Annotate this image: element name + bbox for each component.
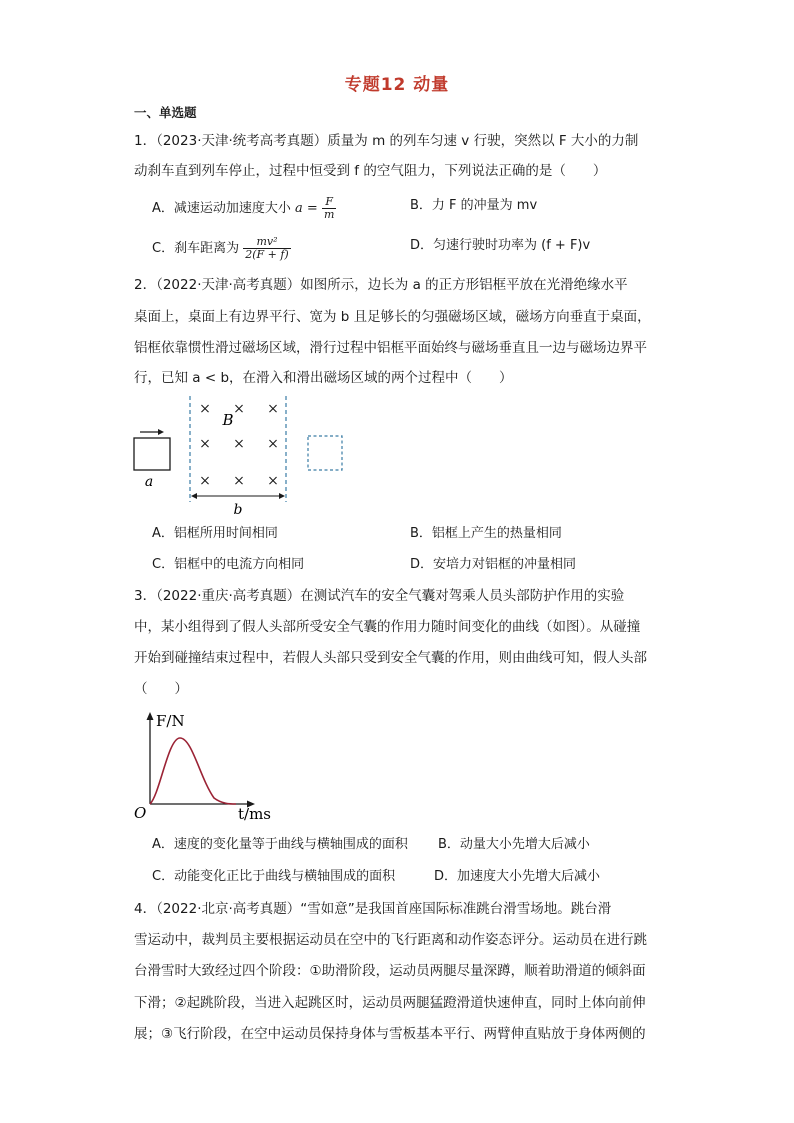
field-cross: × (199, 436, 211, 452)
q1-stem-line-1: 1．（2023·天津·统考高考真题）质量为 m 的列车匀速 v 行驶，突然以 F 大小的力制 (134, 133, 639, 149)
q3-option-a: A．速度的变化量等于曲线与横轴围成的面积 (152, 837, 408, 852)
width-arrowhead-right (279, 493, 285, 499)
field-cross: × (199, 401, 211, 417)
q1-option-a-text: A．减速运动加速度大小 (152, 201, 291, 216)
q2-stem-line-4: 行，已知 a < b，在滑入和滑出磁场区域的两个过程中（ ） (134, 370, 513, 386)
q1-option-a-lhs: a = (295, 201, 318, 216)
y-axis-arrowhead (147, 712, 154, 720)
q3-stem-line-4: （ ） (134, 681, 188, 697)
q2-option-a: A．铝框所用时间相同 (152, 526, 278, 541)
field-cross: × (267, 401, 279, 417)
width-arrowhead-left (191, 493, 197, 499)
field-cross: × (267, 473, 279, 489)
q2-figure-magnetic-field (128, 392, 358, 518)
origin-label: O (134, 804, 147, 822)
q1-option-c-text: C．刹车距离为 (152, 241, 240, 256)
field-cross: × (267, 436, 279, 452)
q1-option-a-denominator: m (323, 208, 335, 221)
q4-stem-line-1: 4．（2022·北京·高考真题）“雪如意”是我国首座国际标准跳台滑雪场地。跳台滑 (134, 901, 612, 917)
q4-stem-line-3: 台滑雪时大致经过四个阶段：①助滑阶段，运动员两腿尽量深蹲，顺着助滑道的倾斜面 (134, 963, 646, 979)
q2-option-d: D．安培力对铝框的冲量相同 (410, 557, 577, 572)
aluminum-frame-dashed (308, 436, 342, 470)
field-cross: × (199, 473, 211, 489)
q1-option-c-denominator: 2(F + f) (245, 248, 289, 261)
field-cross: × (233, 473, 245, 489)
label-b: b (233, 502, 243, 518)
q4-stem-line-5: 展；③飞行阶段，在空中运动员保持身体与雪板基本平行、两臂伸直贴放于身体两侧的 (134, 1026, 646, 1042)
q1-option-a-numerator: F (322, 196, 336, 209)
q1-option-a-fraction (322, 196, 336, 221)
field-cross: × (233, 401, 245, 417)
q3-option-b: B．动量大小先增大后减小 (438, 837, 590, 852)
q2-stem-line-3: 铝框依靠惯性滑过磁场区域，滑行过程中铝框平面始终与磁场垂直且一边与磁场边界平 (134, 340, 647, 356)
q3-stem-line-2: 中，某小组得到了假人头部所受安全气囊的作用力随时间变化的曲线（如图）。从碰撞 (134, 619, 641, 635)
q1-option-c-fraction (243, 236, 291, 261)
q3-option-d: D．加速度大小先增大后减小 (434, 869, 601, 884)
force-curve (150, 738, 236, 804)
q3-force-time-graph (130, 708, 280, 824)
x-axis-label: t/ms (238, 805, 272, 823)
q1-stem-line-2: 动刹车直到列车停止，过程中恒受到 f 的空气阻力，下列说法正确的是（ ） (134, 163, 607, 179)
q1-option-c-numerator: mv² (243, 236, 291, 249)
label-B: B (222, 411, 234, 429)
q2-option-b: B．铝框上产生的热量相同 (410, 526, 562, 541)
q2-stem-line-1: 2．（2022·天津·高考真题）如图所示，边长为 a 的正方形铝框平放在光滑绝缘水平 (134, 277, 628, 293)
field-cross: × (233, 436, 245, 452)
q2-stem-line-2: 桌面上，桌面上有边界平行、宽为 b 且足够长的匀强磁场区域，磁场方向垂直于桌面， (134, 309, 651, 325)
velocity-arrowhead (158, 429, 164, 435)
q1-option-d: D．匀速行驶时功率为 (f + F)v (410, 238, 591, 253)
q3-option-c: C．动能变化正比于曲线与横轴围成的面积 (152, 869, 396, 884)
q4-stem-line-4: 下滑；②起跳阶段，当进入起跳区时，运动员两腿猛蹬滑道快速伸直，同时上体向前伸 (134, 995, 646, 1011)
q1-option-a (152, 196, 336, 221)
q4-stem-line-2: 雪运动中，裁判员主要根据运动员在空中的飞行距离和动作姿态评分。运动员在进行跳 (134, 932, 647, 948)
label-a: a (144, 474, 154, 490)
y-axis-label: F/N (156, 712, 185, 730)
q3-stem-line-1: 3．（2022·重庆·高考真题）在测试汽车的安全气囊对驾乘人员头部防护作用的实验 (134, 588, 625, 604)
section-heading: 一、单选题 (134, 105, 197, 120)
page-title: 专题12 动量 (344, 75, 450, 95)
q1-option-c (152, 236, 291, 261)
q2-option-c: C．铝框中的电流方向相同 (152, 557, 305, 572)
aluminum-frame-square (134, 438, 170, 470)
q3-stem-line-3: 开始到碰撞结束过程中，若假人头部只受到安全气囊的作用，则由曲线可知，假人头部 (134, 650, 647, 666)
q1-option-b: B．力 F 的冲量为 mv (410, 198, 538, 213)
